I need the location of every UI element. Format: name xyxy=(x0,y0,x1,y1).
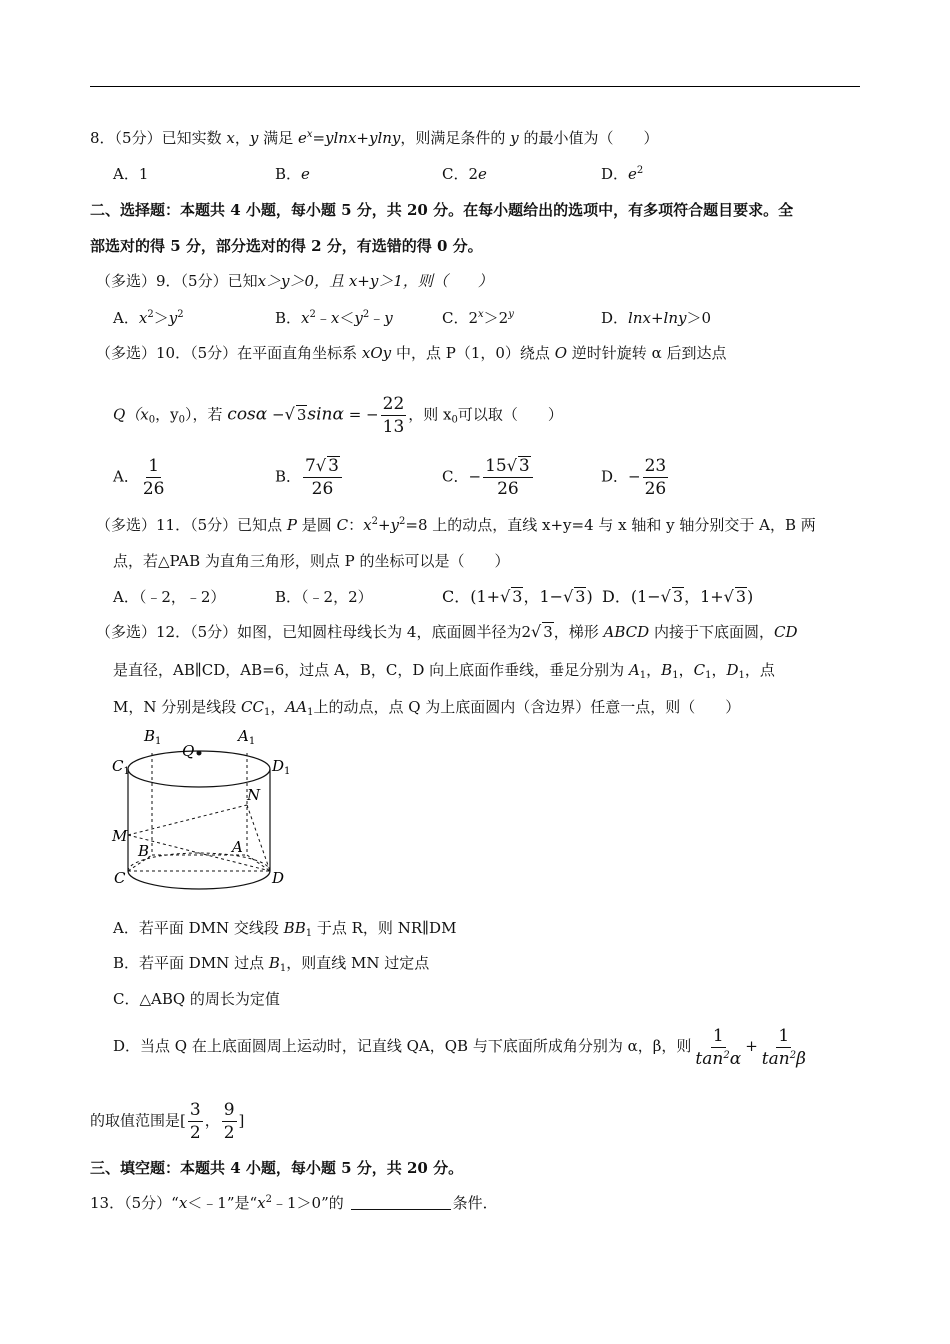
q10-option-d[interactable]: D．− $\frac{23}{26}$ xyxy=(601,456,667,499)
label-c1: $C_1$ xyxy=(112,757,130,777)
section-2-heading-line1: 二、选择题：本题共 4 小题，每小题 5 分，共 20 分。在每小题给出的选项中，有多项符合题目要求。全 xyxy=(90,201,794,219)
q9-option-d[interactable]: D．lnx+lny＞0 xyxy=(601,309,712,327)
label-c: C xyxy=(114,869,126,887)
question-8: 8．（5分）已知实数 x，y 满足 $e^x=ylnx+ylny$，则满足条件的 y 的最小值为（ ） xyxy=(90,129,659,147)
q9-option-a[interactable]: A．$x^2>y^2$ xyxy=(113,309,184,327)
q10-option-c[interactable]: C．− $\frac{15√ 3}{26}$ xyxy=(442,456,535,499)
label-b1: $B_1$ xyxy=(144,727,162,747)
q12-option-d-cont: 的取值范围是[ $\frac{3}{2}$ ， $\frac{9}{2}$ ] xyxy=(90,1100,245,1143)
q8-option-d[interactable]: D．$e^2$ xyxy=(601,165,644,183)
label-d: D xyxy=(272,869,285,887)
label-a: A xyxy=(232,838,243,856)
question-12-line3: M，N 分别是线段 $CC_1$，$AA_1$上的动点，点 Q 为上底面圆内（含边界）任意一点，则（ ） xyxy=(113,698,741,718)
q11-option-d[interactable]: D．(1−√ 3，1+√ 3) xyxy=(602,587,754,606)
question-10-line2: $Q(x_0$，$y_0$），若 cosα −√ 3sinα = − $\frac{22}{13}$ ，则 $x_0$可以取（ ） xyxy=(113,394,563,437)
q11-option-b[interactable]: B．（﹣2，2） xyxy=(275,588,373,606)
q10-option-b[interactable]: B． $\frac{7√ 3}{26}$ xyxy=(275,456,344,499)
question-12-line1: （多选）12．（5分）如图，已知圆柱母线长为 4，底面圆半径为2√ 3，梯形 ABCD 内接于下底面圆，CD xyxy=(96,622,798,641)
question-12-line2: 是直径，AB∥CD，AB=6，过点 A，B，C，D 向上底面作垂线，垂足分别为 $A_1$，$B_1$，$C_1$，$D_1$，点 xyxy=(113,661,775,681)
q12-option-c[interactable]: C．△ABQ 的周长为定值 xyxy=(113,990,280,1008)
q12-option-a[interactable]: A．若平面 DMN 交线段 $BB_1$ 于点 R，则 NR∥DM xyxy=(113,919,457,939)
q8-option-b[interactable]: B．e xyxy=(275,165,310,183)
label-a1: $A_1$ xyxy=(238,727,256,747)
q9-option-c[interactable]: C．$2^x>2^y$ xyxy=(442,309,514,327)
q8-option-c[interactable]: C．2e xyxy=(442,165,487,183)
q12-option-d[interactable]: D．当点 Q 在上底面圆周上运动时，记直线 QA，QB 与下底面所成角分别为 α，β，则 $\frac{1}{\tan^2\alpha}$ + $\frac{1}{\tan^2\beta}$ xyxy=(113,1025,806,1069)
cylinder-figure xyxy=(108,727,308,897)
label-q: Q xyxy=(182,742,195,760)
label-n: N xyxy=(247,786,261,804)
q11-option-a[interactable]: A．（﹣2，﹣2） xyxy=(113,588,226,606)
section-3-heading: 三、填空题：本题共 4 小题，每小题 5 分，共 20 分。 xyxy=(90,1159,464,1177)
question-9: （多选）9．（5分）已知x＞y＞0，且 x+y＞1，则（ ） xyxy=(96,272,493,290)
q11-option-c[interactable]: C．(1+√ 3，1−√ 3) xyxy=(442,587,593,606)
q9-option-b[interactable]: B．$x^2﹣x<y^2﹣y$ xyxy=(275,309,393,327)
q13-answer-blank[interactable] xyxy=(351,1195,451,1210)
label-d1: $D_1$ xyxy=(272,757,291,777)
top-rule xyxy=(90,86,860,87)
section-2-heading-line2: 部选对的得 5 分，部分选对的得 2 分，有选错的得 0 分。 xyxy=(90,237,483,255)
label-b: B xyxy=(138,842,150,860)
q8-option-a[interactable]: A．1 xyxy=(113,165,149,183)
question-10-line1: （多选）10．（5分）在平面直角坐标系 xOy 中，点 P（1，0）绕点 O 逆时针旋转 α 后到达点 xyxy=(96,344,727,362)
question-11-line1: （多选）11．（5分）已知点 P 是圆 C：$x^2+y^2=8$ 上的动点，直线 x+y=4 与 x 轴和 y 轴分别交于 A，B 两 xyxy=(96,516,816,534)
q12-option-b[interactable]: B．若平面 DMN 过点 $B_1$，则直线 MN 过定点 xyxy=(113,954,430,974)
q10-option-a[interactable]: A． $\frac{1}{26}$ xyxy=(113,456,165,499)
question-13: 13．（5分）“x＜﹣1”是“$x^2﹣1>0$”的 条件． xyxy=(90,1194,498,1212)
label-m: M xyxy=(112,827,128,845)
question-11-line2: 点，若△PAB 为直角三角形，则点 P 的坐标可以是（ ） xyxy=(113,552,510,570)
